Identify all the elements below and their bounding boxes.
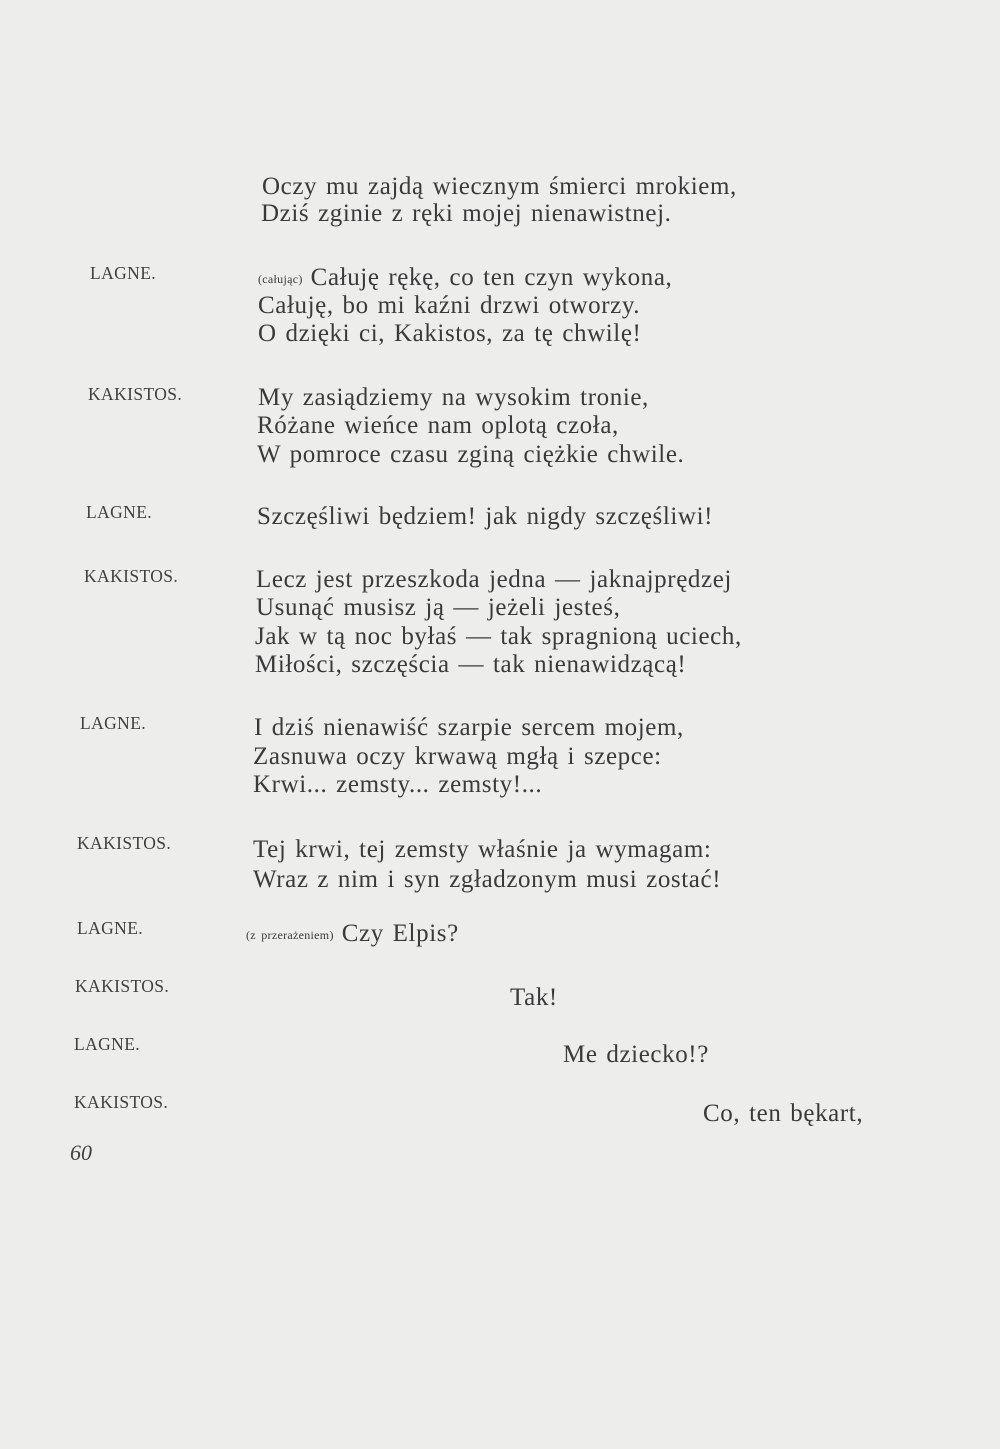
speaker-name: LAGNE. [86,502,153,522]
verse-line: Krwi... zemsty... zemsty!... [253,771,543,798]
verse-line: Usunąć musisz ją — jeżeli jesteś, [256,594,621,621]
page-number: 60 [70,1140,92,1165]
verse-line: Miłości, szczęścia — tak nienawidzącą! [255,651,687,678]
verse-line: Tak! [510,984,558,1011]
verse-line: Zasnuwa oczy krwawą mgłą i szepce: [253,743,662,770]
speaker-name: KAKISTOS. [74,1092,169,1112]
verse-line: Jak w tą noc byłaś — tak spragnioną uciech, [255,623,742,650]
verse-line [258,264,672,293]
verse-line: Całuję, bo mi kaźni drzwi otworzy. [258,292,641,319]
verse-line: My zasiądziemy na wysokim tronie, [258,384,649,411]
verse-line: Lecz jest przeszkoda jedna — jaknajprędzej [256,566,732,593]
speaker-name: LAGNE. [80,713,147,733]
verse-line: Szczęśliwi będziem! jak nigdy szczęśliwi! [257,503,714,530]
verse-line: Wraz z nim i syn zgładzonym musi zostać! [253,866,722,893]
speaker-name: KAKISTOS. [75,976,170,996]
verse-line: Me dziecko!? [563,1041,709,1068]
verse-line: I dziś nienawiść szarpie sercem mojem, [254,714,684,741]
verse-line: W pomroce czasu zginą ciężkie chwile. [257,441,685,468]
verse-text: Czy Elpis? [341,920,459,947]
verse-line: Oczy mu zajdą wiecznym śmierci mrokiem, [262,173,737,200]
speaker-name: KAKISTOS. [84,566,179,586]
stage-direction: (z przerażeniem) [246,928,334,942]
verse-line: O dzięki ci, Kakistos, za tę chwilę! [258,320,642,347]
verse-line: Co, ten bękart, [703,1100,864,1127]
speaker-name: KAKISTOS. [77,833,172,853]
verse-line [246,920,459,949]
speaker-name: LAGNE. [74,1034,141,1054]
speaker-name: LAGNE. [90,263,157,283]
stage-direction: (całując) [258,272,303,286]
verse-line: Dziś zginie z ręki mojej nienawistnej. [261,200,672,227]
speaker-name: LAGNE. [77,918,144,938]
speaker-name: KAKISTOS. [88,384,183,404]
verse-text: Całuję rękę, co ten czyn wykona, [310,264,673,291]
verse-line: Różane wieńce nam oplotą czoła, [257,412,619,439]
verse-line: Tej krwi, tej zemsty właśnie ja wymagam: [253,836,712,863]
